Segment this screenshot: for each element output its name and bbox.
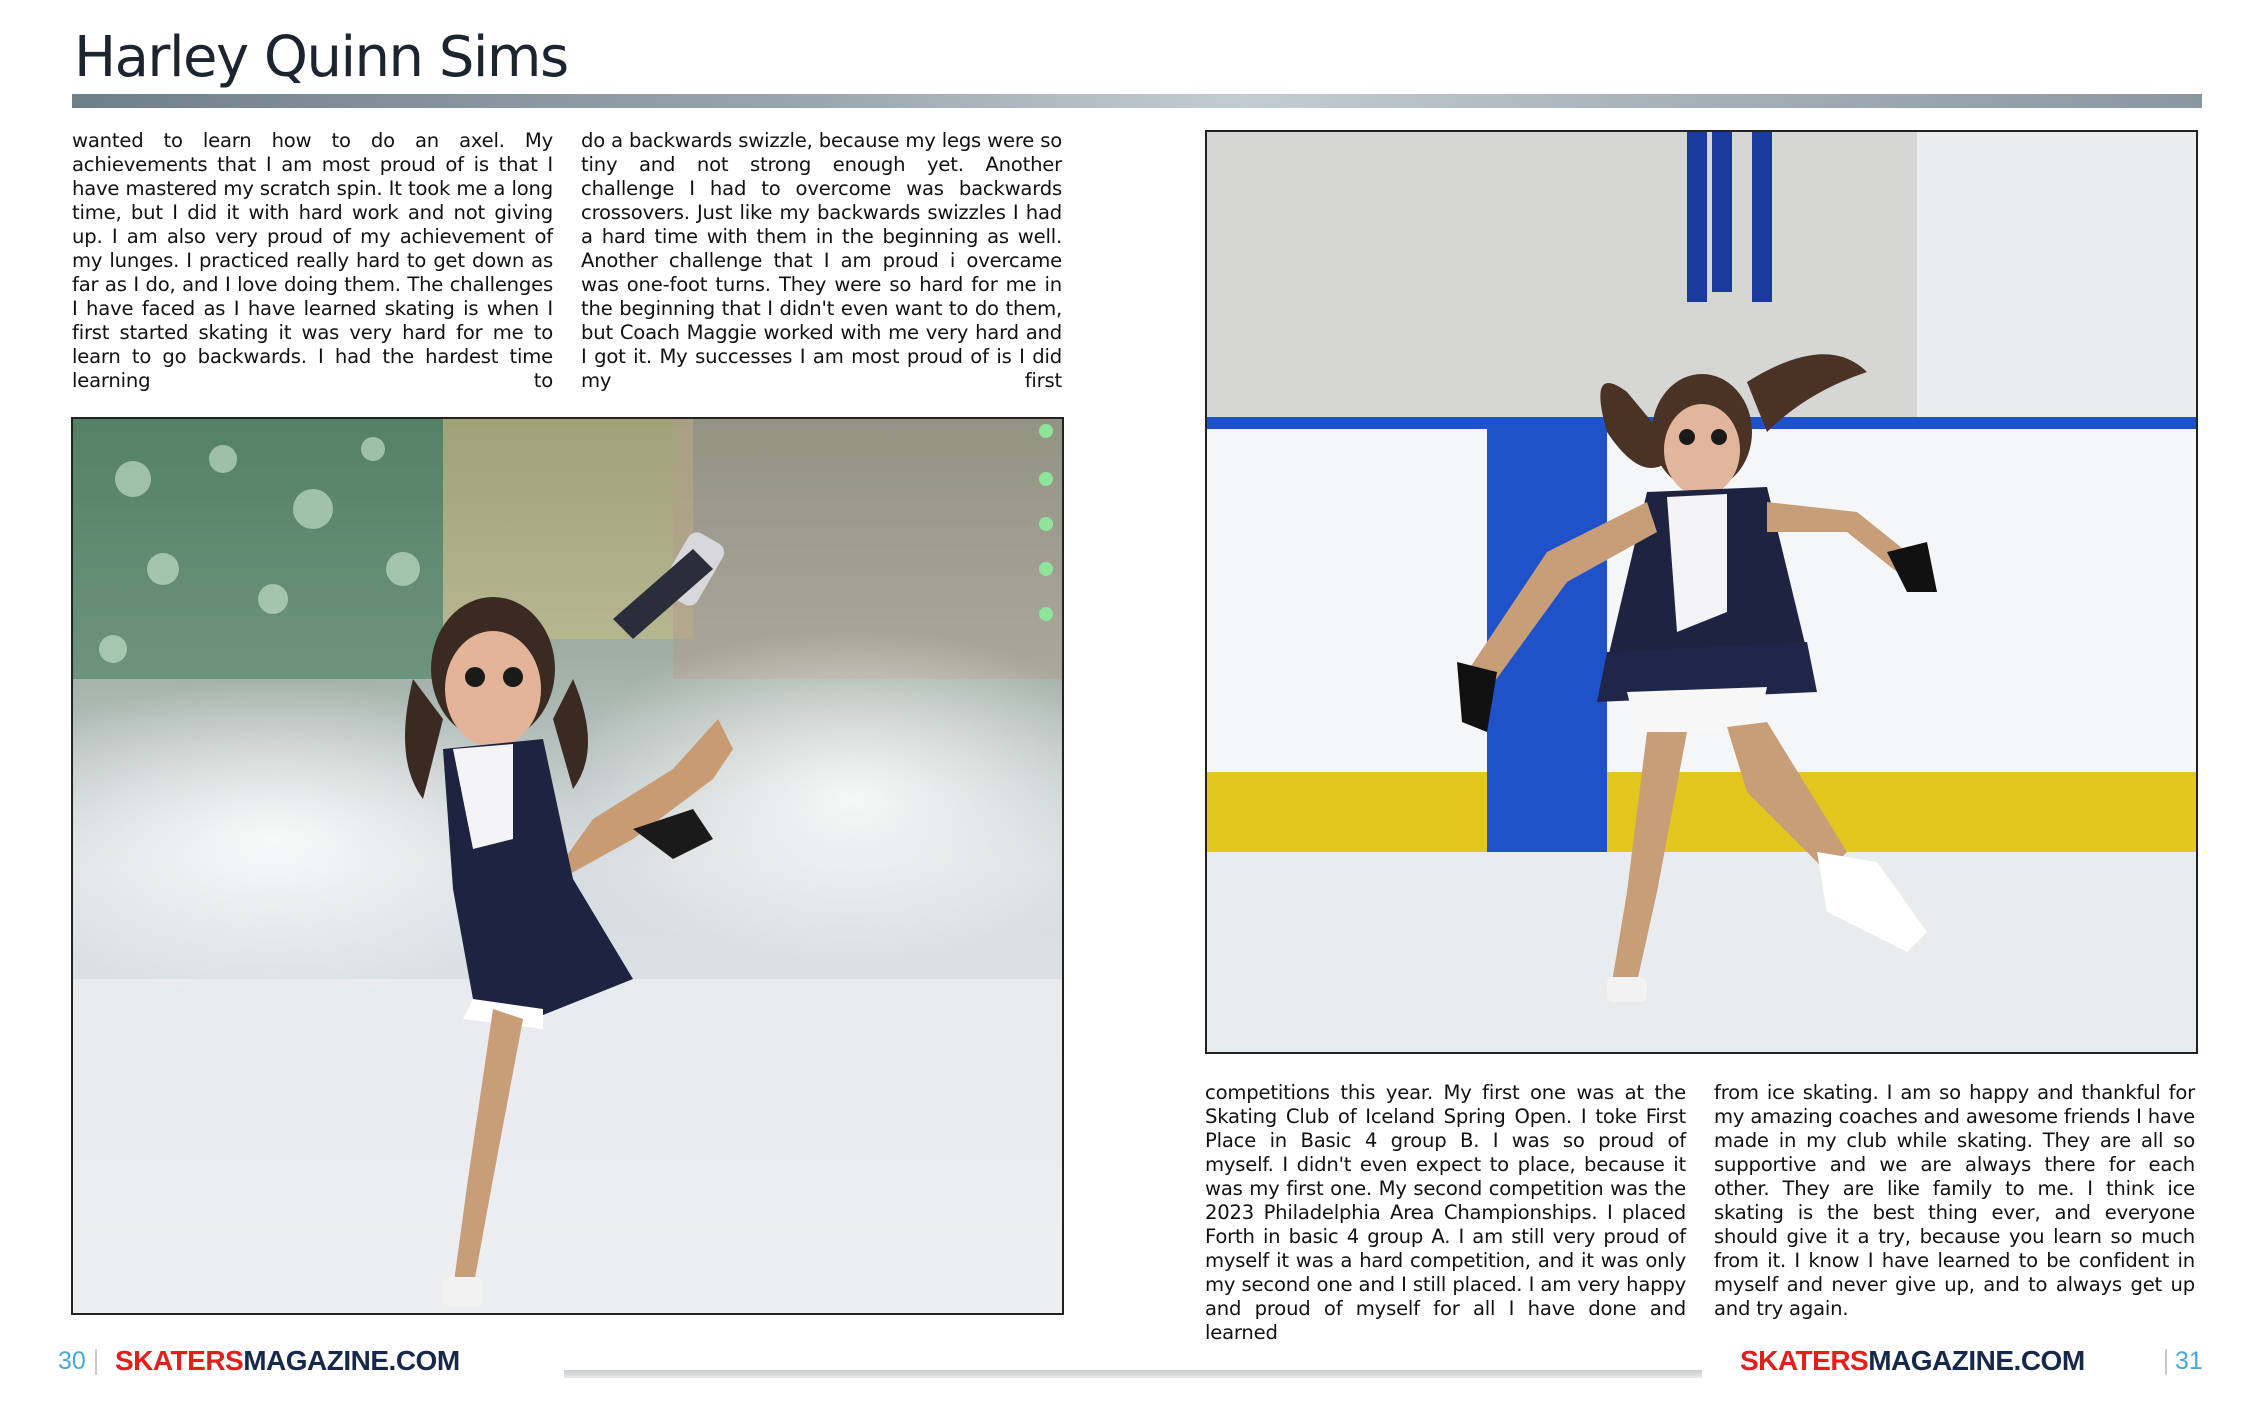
brand-logo-left <box>115 1345 460 1377</box>
text-column-1: wanted to learn how to do an axel. My achievements that I am most proud of is that I have mastered my scratch spin. It took me a long time, but I did it with hard work and not giving up. I am also very proud of my achievement of my lunges. I practiced really hard to get down as far as I do, and I love doing them. The challenges I have faced as I have learned skating is when I first started skating it was very hard for me to learn to go backwards. I had the hardest time learning to <box>72 129 553 392</box>
brand-logo-part2: MAGAZINE.COM <box>1868 1345 2085 1376</box>
brand-logo-part1: SKATERS <box>1740 1345 1869 1376</box>
photo-skater-spiral <box>71 417 1064 1315</box>
photo-skater-rink <box>1205 130 2198 1054</box>
text-column-3: competitions this year. My first one was at the Skating Club of Iceland Spring Open. I toke First Place in Basic 4 group B. I was so proud of myself. I didn't even expect to place, because it was my first one. My second competition was the 2023 Philadelphia Area Championships. I placed Forth in basic 4 group A. I am still very proud of myself it was a hard competition, and it was only my second one and I still placed. I am very happy and proud of myself for all I have done and learned <box>1205 1081 1686 1344</box>
brand-logo-part1: SKATERS <box>115 1345 244 1376</box>
footer-rule-left <box>564 1370 1134 1378</box>
text-column-4: from ice skating. I am so happy and thankful for my amazing coaches and awesome friends I have made in my club while skating. They are all so supportive and we are always there for each other. They are like family to me. I think ice skating is the best thing ever, and everyone should give it a try, because you learn so much from it. I know I have learned to be confident in myself and never give up, and to always get up and try again. <box>1714 1081 2195 1320</box>
article-title: Harley Quinn Sims <box>74 25 568 90</box>
page-number-right: 31 <box>2175 1347 2203 1375</box>
page-number-separator-right <box>2165 1349 2167 1375</box>
brand-logo-part2: MAGAZINE.COM <box>243 1345 460 1376</box>
brand-logo-right <box>1740 1345 2085 1377</box>
page-number-left: 30 <box>58 1347 86 1375</box>
title-divider-bar <box>72 94 2202 108</box>
footer-rule-right <box>1134 1370 1702 1378</box>
text-column-2: do a backwards swizzle, because my legs were so tiny and not strong enough yet. Another challenge I had to overcome was backwards crossovers. Just like my backwards swizzles I had a hard time with them in the beginning as well. Another challenge that I am proud i overcame was one-foot turns. They were so hard for me in the beginning that I didn't even want to do them, but Coach Maggie worked with me very hard and I got it. My successes I am most proud of is I did my first <box>581 129 1062 392</box>
page-number-separator-left <box>95 1349 97 1375</box>
